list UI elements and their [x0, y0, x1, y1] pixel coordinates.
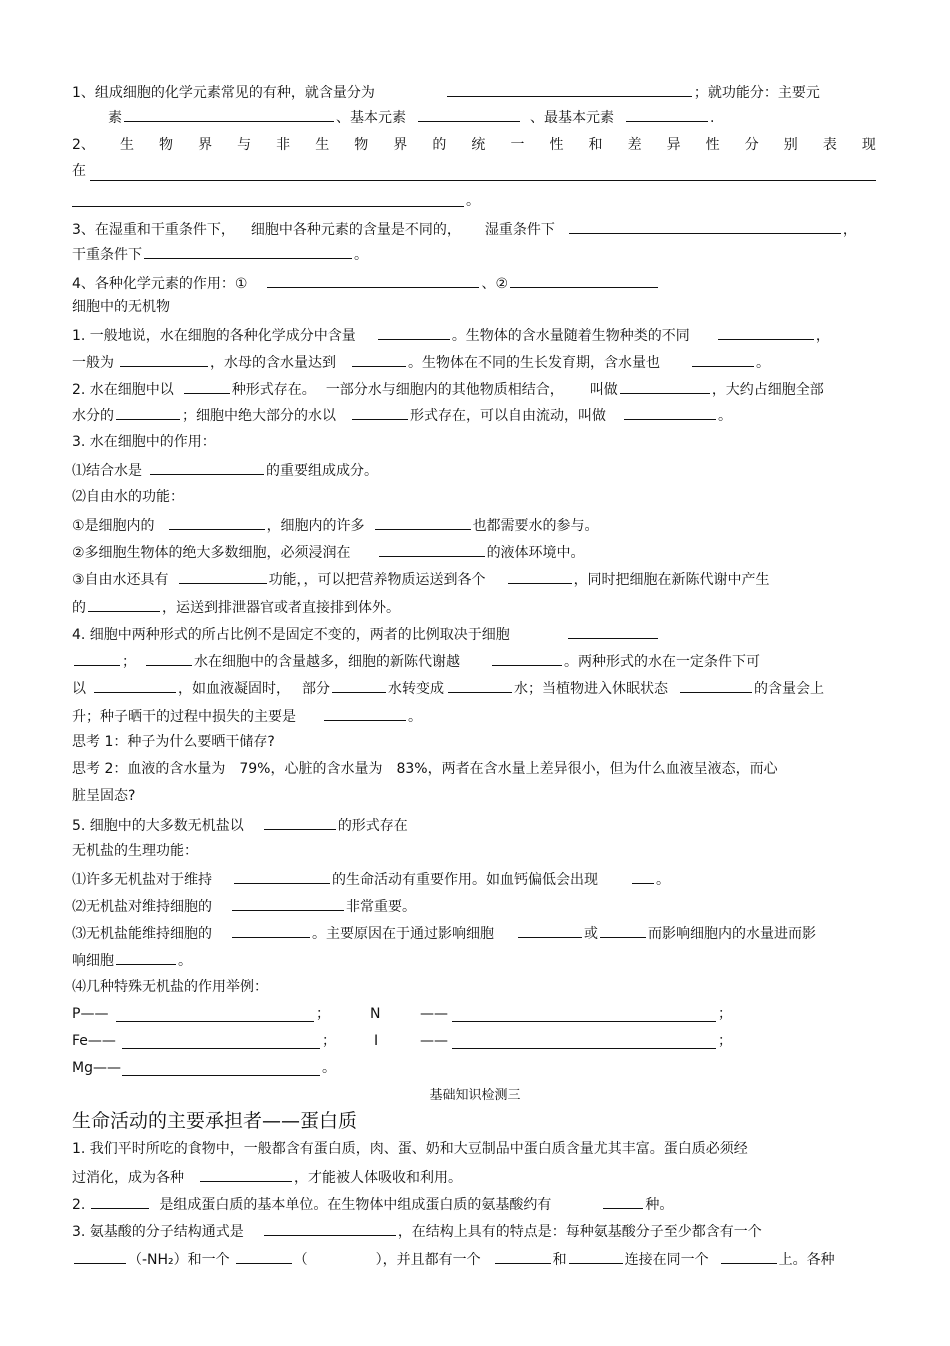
blank[interactable] — [624, 404, 716, 420]
spread-char: 物 — [159, 137, 174, 153]
q2-line2: 在 — [72, 163, 86, 179]
w1-line1: 1. 一般地说，水在细胞的各种化学成分中含量 。生物体的含水量随着生物种类的不同 ， — [72, 324, 830, 346]
spread-char: 统 — [471, 137, 486, 153]
q1-line1: 1、组成细胞的化学元素常见的有种，就含量分为 ；就功能分：主要元 — [72, 81, 820, 103]
spread-char: 现 — [861, 137, 876, 153]
semicolon: ； — [316, 1006, 330, 1022]
spread-char: 2、 — [72, 137, 95, 153]
q1-line2: 素 、基本元素 、最基本元素 . — [108, 106, 714, 128]
spread-char: 的 — [432, 137, 447, 153]
blank[interactable] — [74, 1248, 126, 1264]
element-mg-label: Mg—— — [72, 1060, 121, 1076]
blank[interactable] — [264, 1220, 396, 1236]
spread-char: 一 — [510, 137, 525, 153]
spread-char: 生 — [119, 137, 134, 153]
blank[interactable] — [236, 1248, 292, 1264]
blank[interactable] — [150, 459, 264, 475]
blank[interactable] — [510, 272, 658, 288]
blank[interactable] — [518, 922, 582, 938]
blank[interactable] — [721, 1248, 777, 1264]
blank[interactable] — [569, 218, 841, 234]
spread-char: 生 — [315, 137, 330, 153]
blank[interactable] — [232, 922, 310, 938]
element-fe-label: Fe—— — [72, 1033, 116, 1049]
blank[interactable] — [418, 106, 520, 122]
answer-line[interactable] — [72, 206, 464, 207]
blank[interactable] — [184, 378, 230, 394]
p3-line2: （-NH₂）和一个 （ ），并且都有一个 和 连接在同一个 上。各种 — [72, 1248, 835, 1270]
p2-line: 2. 是组成蛋白质的基本单位。在生物体中组成蛋白质的氨基酸约有 种。 — [72, 1193, 673, 1215]
spread-char: 性 — [549, 137, 564, 153]
blank[interactable] — [169, 514, 265, 530]
blank[interactable] — [375, 514, 471, 530]
spread-char: 异 — [666, 137, 681, 153]
salt-l5: ⑷几种特殊无机盐的作用举例： — [72, 979, 268, 995]
salt-l2: ⑵无机盐对维持细胞的 非常重要。 — [72, 895, 416, 917]
spread-char: 非 — [276, 137, 291, 153]
answer-line[interactable] — [452, 1048, 716, 1049]
spread-char: 界 — [393, 137, 408, 153]
blank[interactable] — [267, 272, 479, 288]
spread-char: 表 — [822, 137, 837, 153]
blank[interactable] — [179, 568, 267, 584]
blank[interactable] — [448, 677, 512, 693]
blank[interactable] — [600, 922, 646, 938]
w3-l3: ①是细胞内的 ，细胞内的许多 也都需要水的参与。 — [72, 514, 599, 536]
w3-l1: ⑴结合水是 的重要组成成分。 — [72, 459, 378, 481]
spread-char: 差 — [627, 137, 642, 153]
w1-line2: 一般为 ，水母的含水量达到 。生物体在不同的生长发育期，含水量也 。 — [72, 351, 770, 373]
blank[interactable] — [74, 650, 120, 666]
answer-line[interactable] — [122, 1048, 320, 1049]
blank[interactable] — [718, 324, 814, 340]
spread-char: 和 — [588, 137, 603, 153]
answer-line[interactable] — [90, 180, 876, 181]
blank[interactable] — [626, 106, 708, 122]
w4-line1: 4. 细胞中两种形式的所占比例不是固定不变的，两者的比例取决于细胞 — [72, 623, 660, 645]
w3-l5: ③自由水还具有 功能，，可以把营养物质运送到各个 ，同时把细胞在新陈代谢中产生 — [72, 568, 770, 590]
blank[interactable] — [88, 596, 160, 612]
blank[interactable] — [569, 1248, 623, 1264]
q3-line2: 干重条件下 。 — [72, 243, 368, 265]
blank[interactable] — [568, 623, 658, 639]
dash: —— — [420, 1006, 448, 1022]
dash: —— — [420, 1033, 448, 1049]
salt-title: 无机盐的生理功能： — [72, 843, 198, 859]
think-2-line1: 思考 2：血液的含水量为 79%，心脏的含水量为 83%，两者在含水量上差异很小，但为什么血液呈液态，而心 — [72, 761, 778, 777]
salt-line1: 5. 细胞中的大多数无机盐以 的形式存在 — [72, 814, 408, 836]
semicolon: ； — [322, 1033, 336, 1049]
p1-line1: 1. 我们平时所吃的食物中，一般都含有蛋白质，肉、蛋、奶和大豆制品中蛋白质含量尤其丰富。蛋白质必须经 — [72, 1141, 748, 1157]
p3-line1: 3. 氨基酸的分子结构通式是 ，在结构上具有的特点是：每种氨基酸分子至少都含有一个 — [72, 1220, 762, 1242]
w3-l4: ②多细胞生物体的绝大多数细胞，必须浸润在 的液体环境中。 — [72, 541, 585, 563]
blank[interactable] — [120, 351, 208, 367]
period: 。 — [322, 1060, 336, 1076]
blank[interactable] — [324, 705, 406, 721]
salt-l4: 响细胞 。 — [72, 949, 192, 971]
blank[interactable] — [144, 243, 352, 259]
element-i-label: I — [374, 1033, 379, 1049]
spread-char: 分 — [744, 137, 759, 153]
blank[interactable] — [146, 650, 192, 666]
answer-line[interactable] — [452, 1021, 716, 1022]
blank[interactable] — [234, 868, 330, 884]
blank[interactable] — [332, 677, 386, 693]
salt-l3: ⑶无机盐能维持细胞的 。主要原因在于通过影响细胞 或 而影响细胞内的水量进而影 — [72, 922, 816, 944]
answer-line[interactable] — [122, 1075, 320, 1076]
think-2-line2: 脏呈固态? — [72, 788, 136, 804]
spread-char: 别 — [783, 137, 798, 153]
w3-l2: ⑵自由水的功能： — [72, 489, 184, 505]
blank[interactable] — [352, 351, 406, 367]
w4-line4: 升；种子晒干的过程中损失的主要是 。 — [72, 705, 422, 727]
w3-l6: 的 ，运送到排泄器官或者直接排到体外。 — [72, 596, 400, 618]
q2-end: 。 — [466, 193, 480, 209]
section-subtitle: 细胞中的无机物 — [72, 299, 170, 315]
blank[interactable] — [200, 1166, 292, 1182]
blank[interactable] — [692, 351, 754, 367]
section-label: 基础知识检测三 — [429, 1088, 521, 1103]
element-n-label: N — [370, 1006, 381, 1022]
blank[interactable] — [94, 677, 176, 693]
answer-line[interactable] — [116, 1021, 314, 1022]
blank[interactable] — [379, 541, 485, 557]
blank[interactable] — [91, 1193, 149, 1209]
blank[interactable] — [495, 1248, 551, 1264]
blank[interactable] — [116, 404, 180, 420]
blank[interactable] — [116, 949, 176, 965]
blank[interactable] — [680, 677, 752, 693]
blank[interactable] — [378, 324, 450, 340]
p1-line2: 过消化，成为各种 ，才能被人体吸收和利用。 — [72, 1166, 462, 1188]
spread-char: 界 — [198, 137, 213, 153]
w2-line2: 水分的 ；细胞中绝大部分的水以 形式存在，可以自由流动，叫做 。 — [72, 404, 732, 426]
spread-char: 性 — [705, 137, 720, 153]
blank[interactable] — [447, 81, 692, 97]
salt-l1: ⑴许多无机盐对于维持 的生命活动有重要作用。如血钙偏低会出现 。 — [72, 868, 670, 890]
spread-char: 物 — [354, 137, 369, 153]
blank[interactable] — [492, 650, 562, 666]
w2-line1: 2. 水在细胞中以 种形式存在。 一部分水与细胞内的其他物质相结合， 叫做 ，大约占细胞全部 — [72, 378, 824, 400]
spread-char: 与 — [237, 137, 252, 153]
blank[interactable] — [232, 895, 344, 911]
blank[interactable] — [620, 378, 710, 394]
w4-line2: ； 水在细胞中的含量越多，细胞的新陈代谢越 。两种形式的水在一定条件下可 — [72, 650, 760, 672]
semicolon: ； — [718, 1033, 732, 1049]
q3-line1: 3、在湿重和干重条件下， 细胞中各种元素的含量是不同的， 湿重条件下 ， — [72, 218, 857, 240]
blank[interactable] — [264, 814, 336, 830]
q2-line1 — [72, 135, 876, 155]
blank[interactable] — [508, 568, 572, 584]
w3-title: 3. 水在细胞中的作用： — [72, 434, 216, 450]
blank[interactable] — [124, 106, 334, 122]
blank[interactable] — [603, 1193, 643, 1209]
section-title: 生命活动的主要承担者——蛋白质 — [72, 1110, 358, 1132]
blank[interactable] — [352, 404, 408, 420]
element-p-label: P—— — [72, 1006, 109, 1022]
q4-line: 4、各种化学元素的作用：① 、② — [72, 272, 660, 294]
blank[interactable] — [632, 868, 654, 884]
w4-line3: 以 ，如血液凝固时， 部分 水转变成 水；当植物进入休眠状态 的含量会上 — [72, 677, 824, 699]
semicolon: ； — [718, 1006, 732, 1022]
think-1: 思考 1：种子为什么要晒干储存? — [72, 734, 275, 750]
